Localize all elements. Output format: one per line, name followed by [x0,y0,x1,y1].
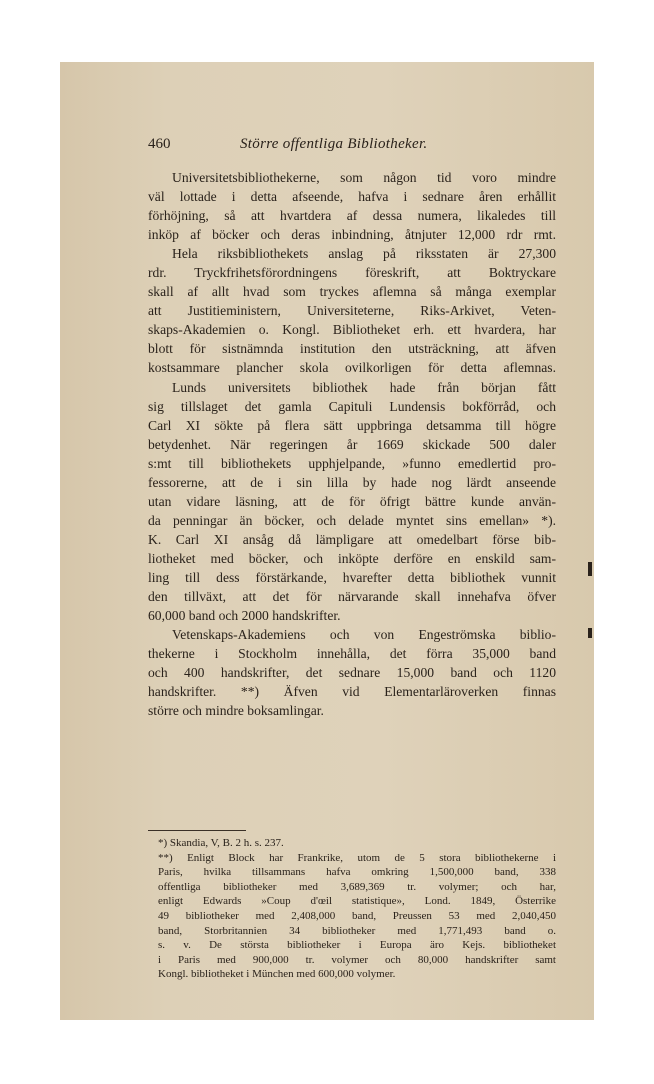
body-line: större och mindre boksamlingar. [148,703,324,719]
body-line: rdr. Tryckfrihetsförordningens föreskrift, att Boktryckare [148,265,556,281]
body-line: betydenhet. När regeringen år 1669 skickade 500 daler [148,436,556,452]
body-line: Hela riksbibliothekets anslag på riksstaten är 27,300 [172,246,556,262]
body-line: den tillväxt, att det för närvarande skall innehafva öfver [148,589,556,605]
body-line: blott för sistnämnda institution den utsträckning, att äfven [148,341,556,357]
body-line: förhöjning, så att hvartdera af dessa numera, likaledes till [148,208,556,224]
footnote-line: *) Skandia, V, B. 2 h. s. 237. [158,837,284,849]
body-line: Universitetsbibliothekerne, som någon tid voro mindre [172,170,556,185]
body-line: utan vidare läsning, att de för öfrigt bättre kunde använ- [148,493,556,509]
footnote-line: i Paris med 900,000 tr. volymer och 80,000 handskrifter samt [158,953,556,966]
body-line: Carl XI sökte på flera sätt uppbringa detsamma till högre [148,417,556,433]
body-line: sig tillslaget det gamla Capituli Lundensis bokförråd, och [148,398,556,414]
footnote-line: Paris, hvilka tillsammans hafva omkring 1,500,000 band, 338 [158,866,556,879]
body-line: ling till dess förstärkande, hvarefter detta bibliothek vunnit [148,569,556,585]
footnote-line: band, Storbritannien 34 bibliotheker med 1,771,493 band o. [158,924,556,937]
footnote-line: 49 bibliotheker med 2,408,000 band, Preussen 53 med 2,040,450 [158,909,556,922]
footnote-line: s. v. De största bibliotheker i Europa äro Kejs. bibliotheket [158,939,556,952]
footnote-line: Kongl. bibliotheket i München med 600,000 volymer. [158,968,396,981]
footnote-line: **) Enligt Block har Frankrike, utom de 5 stora bibliothekerne i [158,851,556,864]
body-line: s:mt till bibliothekets upphjelpande, »funno emedlertid pro- [148,455,556,471]
body-line: inköp af böcker och deras inbindning, åtnjuter 12,000 rdr rmt. [148,227,556,243]
body-line: thekerne i Stockholm innehålla, det förra 35,000 band [148,646,556,662]
body-line: da penningar än böcker, och delade myntet sins emellan» *). [148,512,556,528]
body-line: handskrifter. **) Äfven vid Elementarläroverken finnas [148,684,556,700]
body-line: K. Carl XI ansåg då lämpligare att omedelbart förse bib- [148,531,556,547]
body-line: liotheket med böcker, och inköpte derföre en enskild sam- [148,550,556,566]
body-text [148,168,556,720]
book-page [60,62,594,1020]
body-line: 60,000 band och 2000 handskrifter. [148,608,341,624]
body-line: att Justitieministern, Universiteterne, Riks-Arkivet, Veten- [148,303,556,319]
body-line: väl lottade i detta afseende, hafva i sednare åren erhållit [148,189,556,205]
body-line: Lunds universitets bibliothek hade från början fått [172,379,556,395]
body-line: och 400 handskrifter, det sednare 15,000 band och 1120 [148,665,556,681]
edge-mark [588,628,592,638]
footnote-rule [148,830,246,831]
body-line: skaps-Akademien o. Kongl. Bibliotheket erh. ett hvardera, har [148,322,556,338]
footnote-line: enligt Edwards »Coup d'œil statistique», Lond. 1849, Österrike [158,895,556,908]
page-header [148,136,508,158]
footnotes [148,836,556,982]
body-line: Vetenskaps-Akademiens och von Engeströmska biblio- [172,627,556,643]
body-line: fessorerne, att de i sin lilla by hade nog lärdt anseende [148,474,556,490]
footnote-line: offentliga bibliotheker med 3,689,369 tr. volymer; och har, [158,880,556,893]
edge-mark [588,562,592,576]
running-title: Större offentliga Bibliotheker. [240,136,428,152]
body-line: skall af allt hvad som tryckes aflemna så många exemplar [148,284,556,300]
body-line: kostsammare plancher skola ovilkorligen för detta aflemnas. [148,360,556,376]
page-number: 460 [148,136,171,152]
